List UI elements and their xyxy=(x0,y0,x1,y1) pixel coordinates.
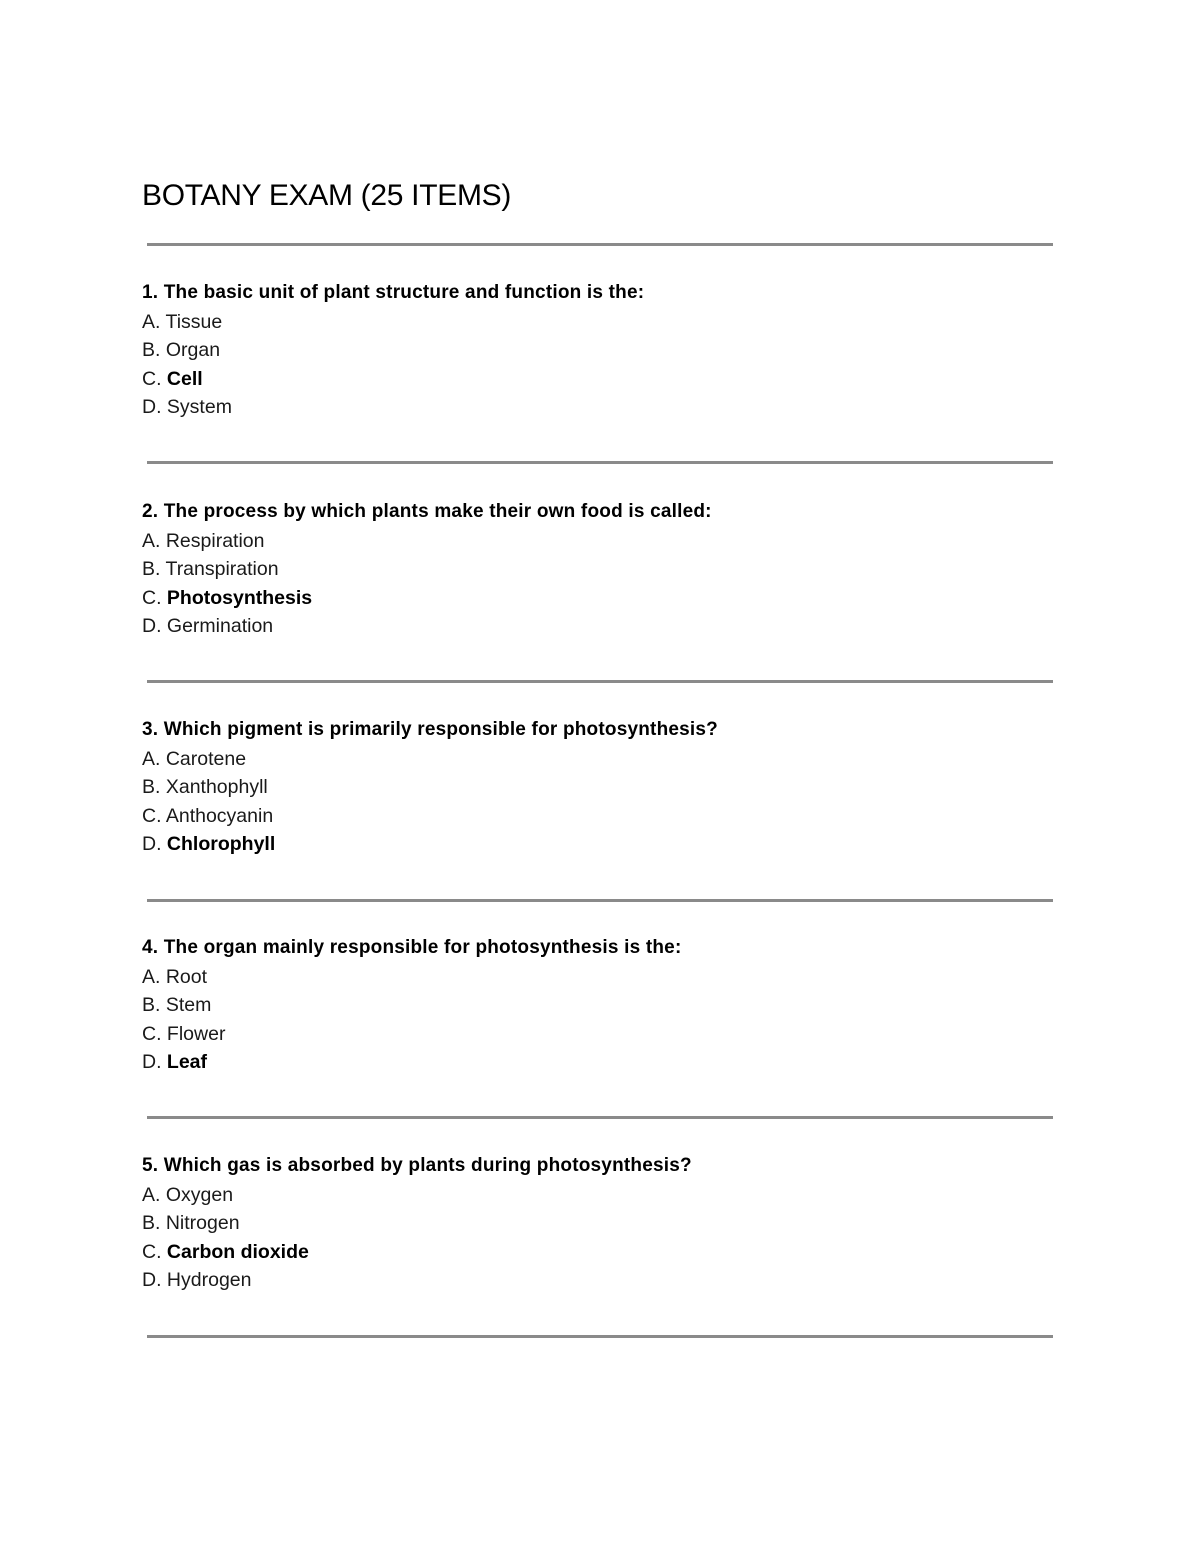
divider xyxy=(147,899,1053,902)
correct-answer: Cell xyxy=(166,367,203,390)
option-text: System xyxy=(166,396,232,418)
option-text: Xanthophyll xyxy=(165,776,268,798)
option-text: Transpiration xyxy=(165,558,279,580)
option-b xyxy=(142,773,1062,802)
divider xyxy=(147,1335,1053,1338)
option-letter: C. xyxy=(142,1240,167,1263)
page-title: BOTANY EXAM (25 ITEMS) xyxy=(142,179,512,212)
question-3 xyxy=(142,716,1062,859)
option-letter: B. xyxy=(142,558,166,580)
option-text: Nitrogen xyxy=(165,1212,240,1234)
option-letter: B. xyxy=(142,776,166,798)
option-d xyxy=(142,1048,1062,1077)
correct-answer: Leaf xyxy=(166,1051,208,1073)
question-text: 5. Which gas is absorbed by plants during photosynthesis? xyxy=(142,1155,692,1176)
option-a xyxy=(142,963,1062,992)
question-text: 2. The process by which plants make their own food is called: xyxy=(142,501,712,522)
option-text: Carotene xyxy=(165,747,247,770)
divider xyxy=(147,461,1053,464)
option-text: Stem xyxy=(165,994,212,1016)
option-text: Germination xyxy=(166,615,274,637)
question-text: 4. The organ mainly responsible for photosynthesis is the: xyxy=(142,937,682,958)
option-c xyxy=(142,584,1062,613)
option-letter: A. xyxy=(142,1183,166,1206)
option-a xyxy=(142,745,1062,774)
question-text: 1. The basic unit of plant structure and function is the: xyxy=(142,282,645,303)
option-c xyxy=(142,802,1062,831)
option-letter: D. xyxy=(142,615,167,637)
option-letter: C. xyxy=(142,804,166,827)
option-b xyxy=(142,555,1062,584)
question-4 xyxy=(142,934,1062,1077)
option-text: Organ xyxy=(165,339,221,361)
option-letter: C. xyxy=(142,586,167,609)
option-a xyxy=(142,1181,1062,1210)
correct-answer: Carbon dioxide xyxy=(166,1240,309,1263)
correct-answer: Photosynthesis xyxy=(166,586,313,609)
option-letter: B. xyxy=(142,1212,166,1234)
divider xyxy=(147,1116,1053,1119)
option-text: Oxygen xyxy=(165,1183,234,1206)
option-text: Tissue xyxy=(165,310,223,333)
option-text: Flower xyxy=(166,1022,226,1045)
option-letter: D. xyxy=(142,833,167,855)
option-d xyxy=(142,830,1062,859)
option-d xyxy=(142,393,1062,422)
option-letter: D. xyxy=(142,396,167,418)
option-letter: A. xyxy=(142,747,166,770)
option-c xyxy=(142,365,1062,394)
option-a xyxy=(142,527,1062,556)
option-c xyxy=(142,1238,1062,1267)
option-letter: C. xyxy=(142,367,167,390)
option-text: Respiration xyxy=(165,529,265,552)
option-text: Hydrogen xyxy=(166,1269,252,1291)
option-d xyxy=(142,1266,1062,1295)
correct-answer: Chlorophyll xyxy=(166,833,276,855)
option-text: Root xyxy=(165,965,208,988)
option-letter: B. xyxy=(142,339,166,361)
question-2 xyxy=(142,498,1062,641)
option-b xyxy=(142,1209,1062,1238)
option-b xyxy=(142,991,1062,1020)
option-letter: C. xyxy=(142,1022,167,1045)
option-letter: B. xyxy=(142,994,166,1016)
option-d xyxy=(142,612,1062,641)
divider xyxy=(147,680,1053,683)
option-a xyxy=(142,308,1062,337)
option-text: Anthocyanin xyxy=(165,804,274,827)
option-b xyxy=(142,336,1062,365)
question-5 xyxy=(142,1152,1062,1295)
option-c xyxy=(142,1020,1062,1049)
question-text: 3. Which pigment is primarily responsible for photosynthesis? xyxy=(142,719,718,740)
option-letter: A. xyxy=(142,529,166,552)
option-letter: D. xyxy=(142,1051,167,1073)
divider xyxy=(147,243,1053,246)
question-1 xyxy=(142,279,1062,422)
option-letter: D. xyxy=(142,1269,167,1291)
option-letter: A. xyxy=(142,310,166,333)
option-letter: A. xyxy=(142,965,166,988)
